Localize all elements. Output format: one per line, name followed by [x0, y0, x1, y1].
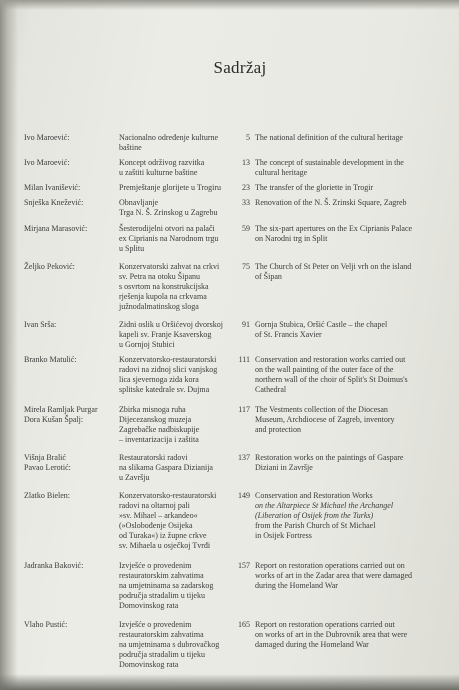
entry-title-english — [255, 262, 447, 282]
croatian-title-line: na umjetninama sa zadarskog — [119, 581, 214, 590]
entry-title-croatian — [119, 620, 247, 670]
entry-title-croatian — [119, 224, 247, 254]
croatian-title-line: Domovinskog rata — [119, 660, 179, 669]
author-name: Snješka Knežević: — [24, 198, 84, 207]
author-name: Ivo Maroević: — [24, 133, 70, 142]
author-name: Željko Peković: — [24, 262, 75, 271]
entry-title-croatian — [119, 262, 247, 312]
croatian-title-line: Restauratorski radovi — [119, 453, 188, 462]
croatian-title-line: Zagrebačke nadbiskupije — [119, 425, 200, 434]
english-title-line: Gornja Stubica, Oršić Castle – the chapel — [255, 320, 388, 329]
english-title-line: on Narodni trg in Split — [255, 234, 328, 243]
croatian-title-line: Konzervatorsko-restauratorski — [119, 355, 217, 364]
croatian-title-line: Zidni oslik u Oršićevoj dvorskoj — [119, 320, 223, 329]
english-title-line: works of art in the Zadar area that were damaged — [255, 571, 413, 580]
entry-page-number: 117 — [238, 405, 250, 414]
croatian-title-line: s osvrtom na konstrukcijska — [119, 282, 209, 291]
author-name: Jadranka Baković: — [24, 561, 84, 570]
entry-title-croatian — [119, 405, 247, 445]
entry-title-croatian — [119, 158, 247, 178]
croatian-title-line: područja stradalim u tijeku — [119, 650, 205, 659]
entry-page-number: 5 — [246, 133, 250, 142]
croatian-title-line: na slikama Gaspara Dizianija — [119, 463, 213, 472]
entry-title-english — [255, 183, 447, 193]
entry-page-number: 165 — [238, 620, 250, 629]
author-name: Višnja Bralić — [24, 453, 66, 462]
entry-title-croatian — [119, 320, 247, 350]
english-title-line: of St. Francis Xavier — [255, 330, 322, 339]
croatian-title-line: baštine — [119, 143, 142, 152]
entry-title-english — [255, 620, 447, 650]
author-name: Mirjana Marasović: — [24, 224, 88, 233]
author-name: Ivan Srša: — [24, 320, 57, 329]
english-title-line: (Liberation of Osijek from the Turks) — [255, 511, 374, 520]
english-title-line: Conservation and restoration works carried out — [255, 355, 406, 364]
english-title-line: The Church of St Peter on Velji vrh on the island — [255, 262, 412, 271]
entry-page-number: 13 — [242, 158, 250, 167]
top-shadow — [0, 0, 459, 10]
english-title-line: The six-part apertures on the Ex Ciprianis Palace — [255, 224, 413, 233]
entry-author — [24, 158, 116, 168]
english-title-line: The Vestments collection of the Diocesan — [255, 405, 388, 414]
author-name: Zlatko Bielen: — [24, 491, 70, 500]
english-title-line: Report on restoration operations carried out on — [255, 561, 405, 570]
croatian-title-line: (»Oslobođenje Osijeka — [119, 521, 193, 530]
english-title-line: northern wall of the choir of Split's St Doimus's — [255, 375, 408, 384]
author-name: Milan Ivanišević: — [24, 183, 81, 192]
entry-title-croatian — [119, 491, 247, 551]
croatian-title-line: Domovinskog rata — [119, 601, 179, 610]
english-title-line: Conservation and Restoration Works — [255, 491, 373, 500]
croatian-title-line: sv. Petra na otoku Šipanu — [119, 272, 201, 281]
entry-page-number: 23 — [242, 183, 250, 192]
croatian-title-line: Zbirka misnoga ruha — [119, 405, 186, 414]
croatian-title-line: – inventarizacija i zaštita — [119, 435, 199, 444]
entry-title-english — [255, 491, 447, 541]
entry-author — [24, 224, 116, 234]
entry-author — [24, 491, 116, 501]
entry-title-english — [255, 405, 447, 435]
entry-page-number: 75 — [242, 262, 250, 271]
croatian-title-line: Šesterodijelni otvori na palači — [119, 224, 215, 233]
english-title-line: cultural heritage — [255, 168, 308, 177]
entry-title-croatian — [119, 355, 247, 395]
croatian-title-line: u Gornjoj Stubici — [119, 340, 175, 349]
entry-page-number: 91 — [242, 320, 250, 329]
entry-page-number: 137 — [238, 453, 250, 462]
english-title-line: Report on restoration operations carried out — [255, 620, 395, 629]
english-title-line: Renovation of the N. Š. Zrinski Square, Zagreb — [255, 198, 407, 207]
entry-author — [24, 453, 116, 473]
entry-title-english — [255, 320, 447, 340]
entry-title-croatian — [119, 183, 247, 193]
english-title-line: and protection — [255, 425, 301, 434]
croatian-title-line: Dijecezanskog muzeja — [119, 415, 192, 424]
entry-title-english — [255, 224, 447, 244]
entry-title-english — [255, 198, 447, 208]
croatian-title-line: splitske katedrale sv. Dujma — [119, 385, 210, 394]
author-name: Pavao Lerotić: — [24, 463, 71, 472]
entry-page-number: 59 — [242, 224, 250, 233]
croatian-title-line: Koncept održivog razvitka — [119, 158, 205, 167]
author-name: Ivo Maroević: — [24, 158, 70, 167]
spine-shadow — [0, 0, 18, 690]
croatian-title-line: Trga N. Š. Zrinskog u Zagrebu — [119, 208, 218, 217]
english-title-line: Restoration works on the paintings of Gaspare — [255, 453, 404, 462]
entry-author — [24, 133, 116, 143]
author-name: Branko Matulić: — [24, 355, 77, 364]
croatian-title-line: restauratorskim zahvatima — [119, 571, 204, 580]
author-name: Dora Kušan Špalj: — [24, 415, 84, 424]
croatian-title-line: rješenja kupola na crkvama — [119, 292, 207, 301]
entry-author — [24, 405, 116, 425]
croatian-title-line: lica sjevernoga zida kora — [119, 375, 199, 384]
entry-author — [24, 355, 116, 365]
english-title-line: Cathedral — [255, 385, 287, 394]
croatian-title-line: restauratorskim zahvatima — [119, 630, 204, 639]
croatian-title-line: na umjetninama s dubrovačkog — [119, 640, 220, 649]
entry-author — [24, 262, 116, 272]
croatian-title-line: područja stradalim u tijeku — [119, 591, 205, 600]
croatian-title-line: od Turaka«) iz župne crkve — [119, 531, 207, 540]
english-title-line: on the wall painting of the outer face of the — [255, 365, 394, 374]
entry-title-croatian — [119, 133, 247, 153]
entry-title-english — [255, 453, 447, 473]
entry-title-croatian — [119, 561, 247, 611]
entry-author — [24, 198, 116, 208]
english-title-line: The transfer of the gloriette in Trogir — [255, 183, 374, 192]
english-title-line: Diziani in Završje — [255, 463, 313, 472]
english-title-line: in Osijek Fortress — [255, 531, 312, 540]
croatian-title-line: sv. Mihaela u osječkoj Tvrđi — [119, 541, 211, 550]
english-title-line: on works of art in the Dubrovnik area that were — [255, 630, 408, 639]
croatian-title-line: Izvješće o provedenim — [119, 620, 192, 629]
entry-author — [24, 561, 116, 571]
entry-page-number: 33 — [242, 198, 250, 207]
croatian-title-line: Nacionalno određenje kulturne — [119, 133, 219, 142]
croatian-title-line: u zaštiti kulturne baštine — [119, 168, 198, 177]
english-title-line: Museum, Archdiocese of Zagreb, inventory — [255, 415, 395, 424]
english-title-line: damaged during the Homeland War — [255, 640, 369, 649]
croatian-title-line: »sv. Mihael – arkandeo« — [119, 511, 198, 520]
croatian-title-line: u Završju — [119, 473, 150, 482]
entry-page-number: 149 — [238, 491, 250, 500]
bottom-shadow — [0, 674, 459, 690]
entry-title-english — [255, 133, 447, 143]
entry-title-croatian — [119, 453, 247, 483]
croatian-title-line: Premještanje glorijete u Trogiru — [119, 183, 221, 192]
croatian-title-line: ex Ciprianis na Narodnom trgu — [119, 234, 219, 243]
author-name: Vlaho Pustić: — [24, 620, 68, 629]
entry-title-english — [255, 158, 447, 178]
english-title-line: on the Altarpiece St Michael the Archangel — [255, 501, 394, 510]
entry-page-number: 111 — [238, 355, 250, 364]
entry-page-number: 157 — [238, 561, 250, 570]
croatian-title-line: u Splitu — [119, 244, 145, 253]
croatian-title-line: Konzervatorski zahvat na crkvi — [119, 262, 220, 271]
english-title-line: The national definition of the cultural heritage — [255, 133, 403, 142]
english-title-line: during the Homeland War — [255, 581, 338, 590]
croatian-title-line: radovi na oltarnoj pali — [119, 501, 190, 510]
entry-author — [24, 620, 116, 630]
page-title: Sadržaj — [213, 58, 267, 77]
entry-author — [24, 183, 116, 193]
english-title-line: The concept of sustainable development in the — [255, 158, 404, 167]
entry-title-croatian — [119, 198, 247, 218]
author-name: Mirela Ramljak Purgar — [24, 405, 98, 414]
entry-title-english — [255, 355, 447, 395]
english-title-line: of Šipan — [255, 272, 282, 281]
croatian-title-line: Obnavljanje — [119, 198, 159, 207]
entry-author — [24, 320, 116, 330]
english-title-line: from the Parish Church of St Michael — [255, 521, 376, 530]
croatian-title-line: Konzervatorsko-restauratorski — [119, 491, 217, 500]
croatian-title-line: kapeli sv. Franje Ksaverskog — [119, 330, 212, 339]
croatian-title-line: Izvješće o provedenim — [119, 561, 192, 570]
croatian-title-line: radovi na zidnoj slici vanjskog — [119, 365, 218, 374]
croatian-title-line: južnodalmatinskog sloga — [119, 302, 199, 311]
entry-title-english — [255, 561, 447, 591]
